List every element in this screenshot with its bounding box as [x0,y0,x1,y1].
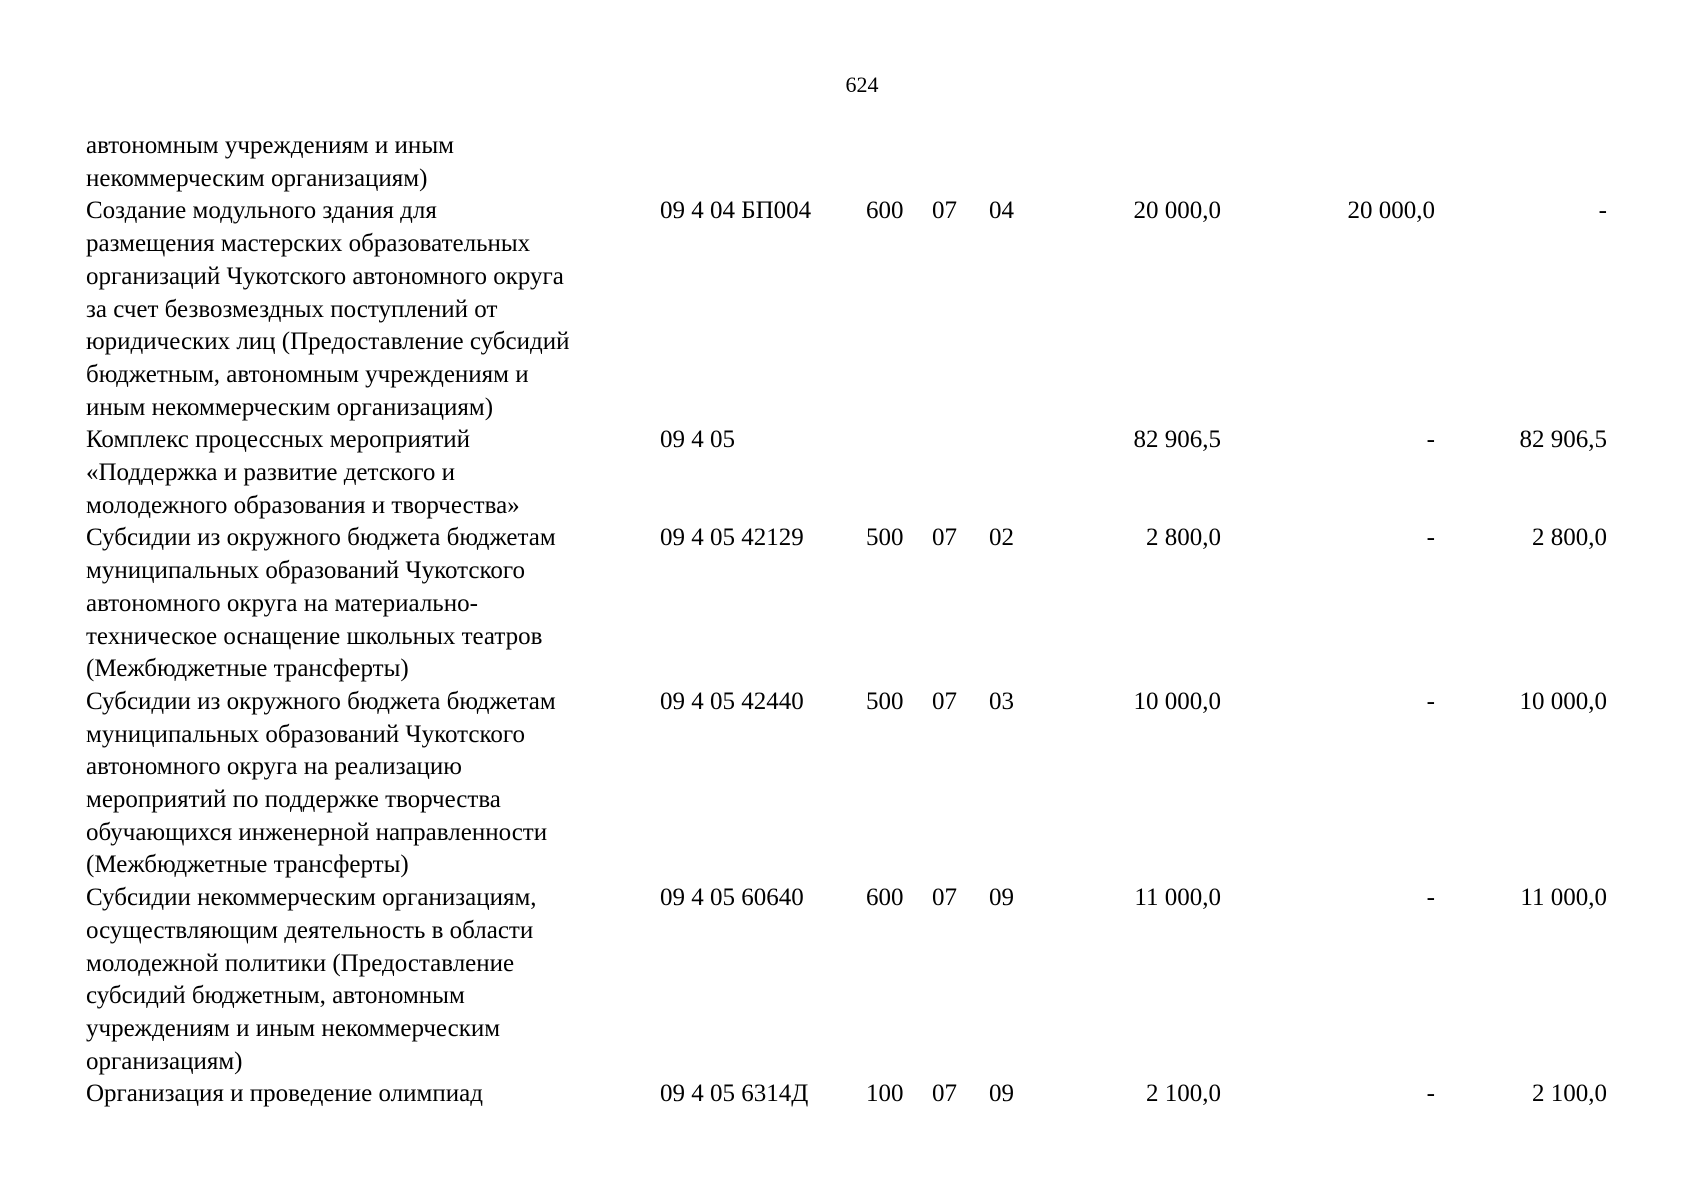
row-name-line: молодежного образования и творчества» [86,491,520,519]
amount-total: 82 906,5 [1133,426,1221,454]
amount-total: 10 000,0 [1133,687,1221,715]
amount-column-2: - [1426,884,1435,912]
amount-column-2: - [1426,687,1435,715]
subsection-code: 02 [989,524,1014,552]
row-name-line: «Поддержка и развитие детского и [86,459,455,487]
table-body [86,130,1607,1111]
row-name-line: муниципальных образований Чукотского [86,557,525,585]
section-code: 07 [932,197,957,225]
row-name [86,1078,660,1111]
row-name-line: Субсидии из окружного бюджета бюджетам [86,524,556,552]
table-row [86,130,1607,195]
row-name [86,424,660,522]
target-article-code: 09 4 05 60640 [660,884,804,912]
amount-column-2: 20 000,0 [1347,197,1435,225]
amount-column-3: 82 906,5 [1519,426,1607,454]
subsection-code: 09 [989,884,1014,912]
amount-column-2: - [1426,1080,1435,1108]
target-article-code: 09 4 05 6314Д [660,1080,809,1108]
row-name [86,130,660,195]
expense-type-code: 100 [866,1080,904,1108]
row-name-line: (Межбюджетные трансферты) [86,655,409,683]
target-article-code: 09 4 05 42129 [660,524,804,552]
expense-type-code: 600 [866,197,904,225]
row-name-line: организаций Чукотского автономного округа [86,262,564,290]
row-name-line: Субсидии из окружного бюджета бюджетам [86,687,556,715]
section-code [932,424,989,522]
row-name-line: за счет безвозмездных поступлений от [86,295,498,323]
row-name-line: осуществляющим деятельность в области [86,916,534,944]
amount-column-3: - [1598,197,1607,225]
row-name-line: бюджетным, автономным учреждениям и [86,360,529,388]
row-name-line: учреждениям и иным некоммерческим [86,1014,501,1042]
row-name-line: Создание модульного здания для [86,197,437,225]
amount-column-3: 2 100,0 [1532,1080,1607,1108]
amount-column-3: 11 000,0 [1520,884,1607,912]
table-row [86,882,1607,1078]
section-code: 07 [932,687,957,715]
row-name [86,686,660,882]
amount-total [1046,130,1221,195]
row-name-line: автономного округа на материально- [86,589,478,617]
page-number: 624 [845,72,879,97]
row-name-line: субсидий бюджетным, автономным [86,982,465,1010]
amount-total: 20 000,0 [1133,197,1221,225]
row-name-line: молодежной политики (Предоставление [86,949,515,977]
amount-column-2: - [1426,524,1435,552]
row-name-line: Субсидии некоммерческим организациям, [86,884,537,912]
amount-total: 2 800,0 [1146,524,1221,552]
row-name [86,195,660,424]
row-name-line: некоммерческим организациям) [86,164,428,192]
table-row [86,686,1607,882]
row-name-line: мероприятий по поддержке творчества [86,786,501,814]
amount-total: 11 000,0 [1134,884,1221,912]
subsection-code: 03 [989,687,1014,715]
row-name-line: обучающихся инженерной направленности [86,818,548,846]
expense-type-code: 500 [866,524,904,552]
amount-column-2 [1221,130,1435,195]
section-code [932,130,989,195]
expense-type-code: 600 [866,884,904,912]
row-name-line: муниципальных образований Чукотского [86,720,525,748]
amount-total: 2 100,0 [1146,1080,1221,1108]
subsection-code: 04 [989,197,1014,225]
expense-type-code [866,424,932,522]
section-code: 07 [932,524,957,552]
row-name-line: иным некоммерческим организациям) [86,393,494,421]
table-row [86,522,1607,686]
row-name-line: юридических лиц (Предоставление субсидий [86,328,570,356]
target-article-code: 09 4 05 42440 [660,687,804,715]
section-code: 07 [932,1080,957,1108]
amount-column-3: 2 800,0 [1532,524,1607,552]
target-article-code: 09 4 05 [660,426,735,454]
expense-type-code [866,130,932,195]
target-article-code [660,130,866,195]
row-name-line: автономным учреждениям и иным [86,132,454,159]
row-name-line: техническое оснащение школьных театров [86,622,543,650]
table-row [86,424,1607,522]
row-name-line: размещения мастерских образовательных [86,230,531,258]
expense-type-code: 500 [866,687,904,715]
amount-column-3: 10 000,0 [1519,687,1607,715]
row-name-line: Организация и проведение олимпиад [86,1080,483,1108]
row-name-line: (Межбюджетные трансферты) [86,851,409,879]
table-row [86,195,1607,424]
amount-column-2: - [1426,426,1435,454]
row-name-line: Комплекс процессных мероприятий [86,426,471,454]
subsection-code [989,130,1046,195]
section-code: 07 [932,884,957,912]
row-name-line: организациям) [86,1047,243,1075]
row-name [86,882,660,1078]
row-name [86,522,660,686]
subsection-code [989,424,1046,522]
amount-column-3 [1435,130,1607,195]
budget-table [86,130,1607,1111]
row-name-line: автономного округа на реализацию [86,753,462,781]
target-article-code: 09 4 04 БП004 [660,197,812,225]
subsection-code: 09 [989,1080,1014,1108]
table-row [86,1078,1607,1111]
